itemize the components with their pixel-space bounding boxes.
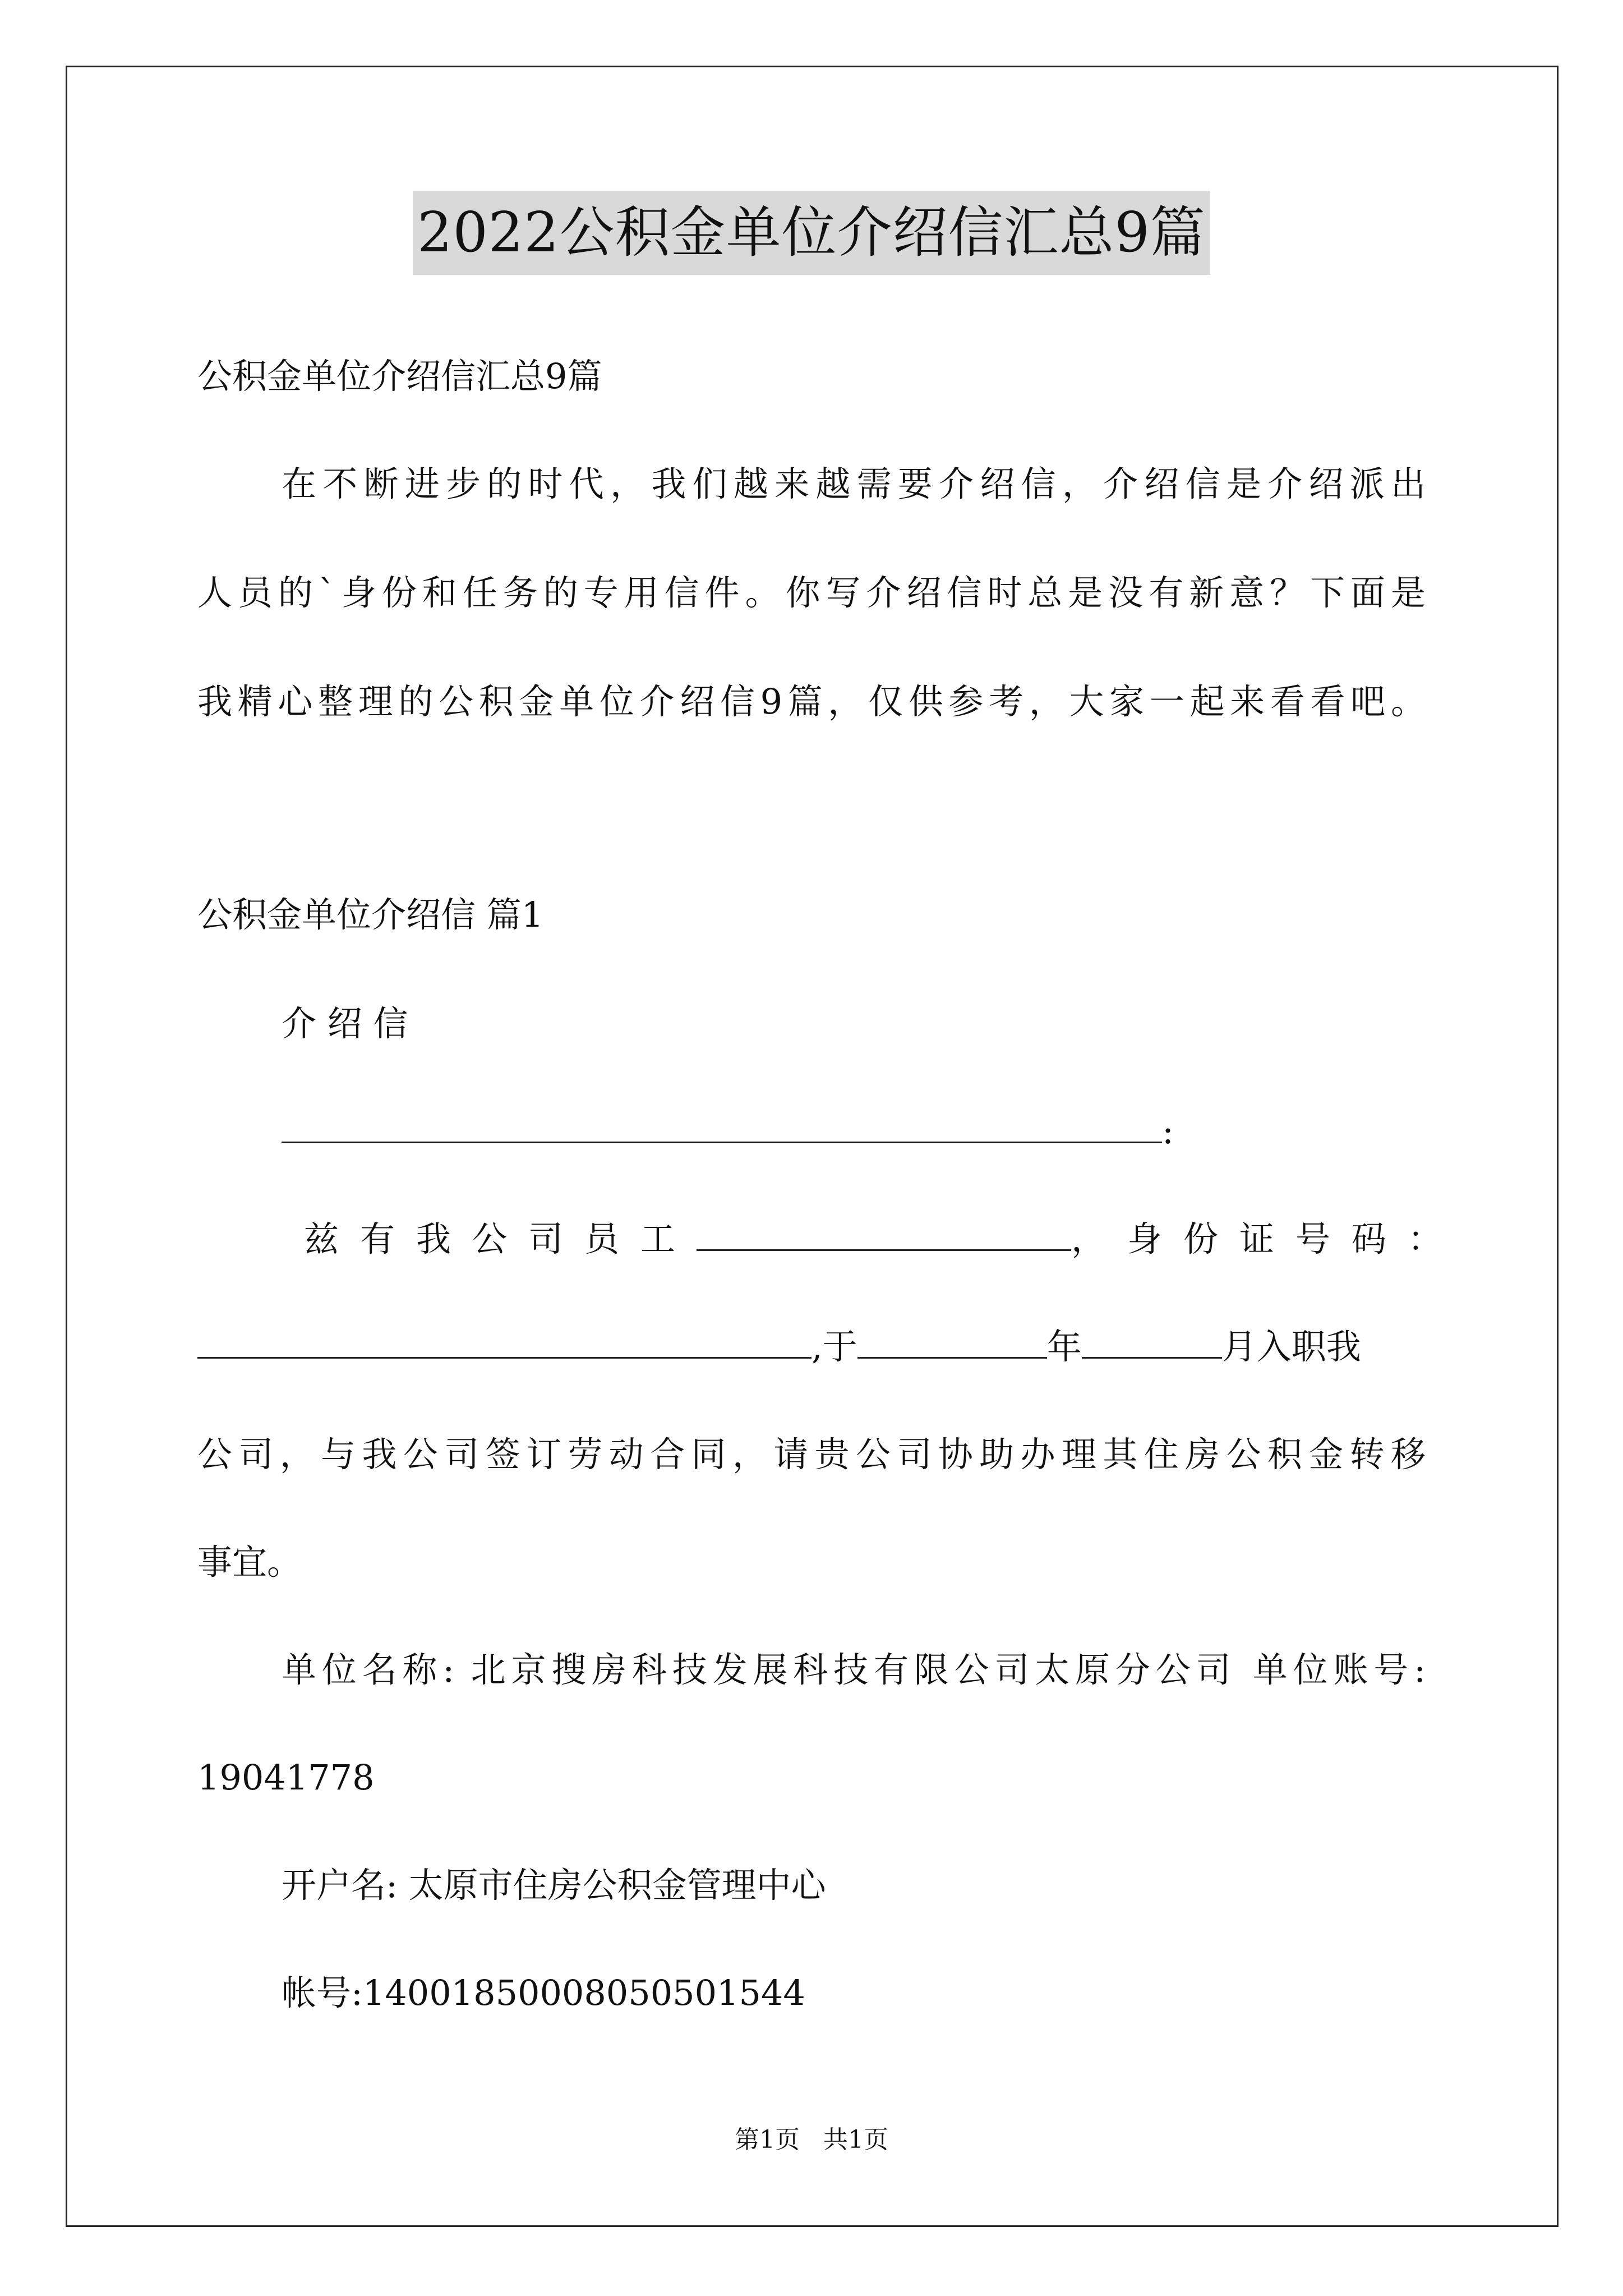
year-label: 年 — [1046, 1326, 1082, 1367]
intro-line-2: 人员的`身份和任务的专用信件。你写介绍信时总是没有新意？下面是 — [197, 572, 1426, 613]
body-line-1 — [304, 1214, 1464, 1264]
letter-title: 介 绍 信 — [282, 1003, 408, 1044]
salutation-line — [282, 1106, 1174, 1157]
employee-prefix: 兹有我公司员工 — [304, 1218, 697, 1259]
title-wrap — [0, 191, 1623, 275]
body-line-4: 事宜。 — [197, 1542, 302, 1582]
intro-line-1: 在不断进步的时代，我们越来越需要介绍信，介绍信是介绍派出 — [282, 463, 1426, 504]
section-heading: 公积金单位介绍信 篇1 — [197, 894, 544, 935]
unit-account-number: 19041778 — [197, 1757, 375, 1798]
bank-account-line: 帐号:14001850008050501544 — [282, 1972, 805, 2013]
month-label: 月入职我 — [1221, 1326, 1361, 1367]
body-line-3: 公司，与我公司签订劳动合同，请贵公司协助办理其住房公积金转移 — [197, 1434, 1426, 1475]
employee-name-blank — [697, 1214, 1071, 1251]
salutation-colon: : — [1162, 1111, 1174, 1152]
comma-yu: ,于 — [811, 1326, 857, 1367]
recipient-blank — [282, 1107, 1162, 1143]
body-line-2 — [197, 1322, 1361, 1372]
account-name-line: 开户名: 太原市住房公积金管理中心 — [282, 1865, 826, 1906]
month-blank — [1082, 1322, 1222, 1359]
year-blank — [857, 1322, 1047, 1359]
unit-name-line: 单位名称: 北京搜房科技发展科技有限公司太原分公司 单位账号: — [282, 1649, 1426, 1690]
document-title: 2022公积金单位介绍信汇总9篇 — [413, 191, 1210, 275]
id-number-label: ，身份证号码： — [1071, 1218, 1464, 1259]
subtitle: 公积金单位介绍信汇总9篇 — [197, 356, 602, 397]
intro-line-3: 我精心整理的公积金单位介绍信9篇，仅供参考，大家一起来看看吧。 — [197, 681, 1426, 722]
page-footer: 第1页 共1页 — [735, 2125, 888, 2154]
id-number-blank — [197, 1322, 811, 1359]
